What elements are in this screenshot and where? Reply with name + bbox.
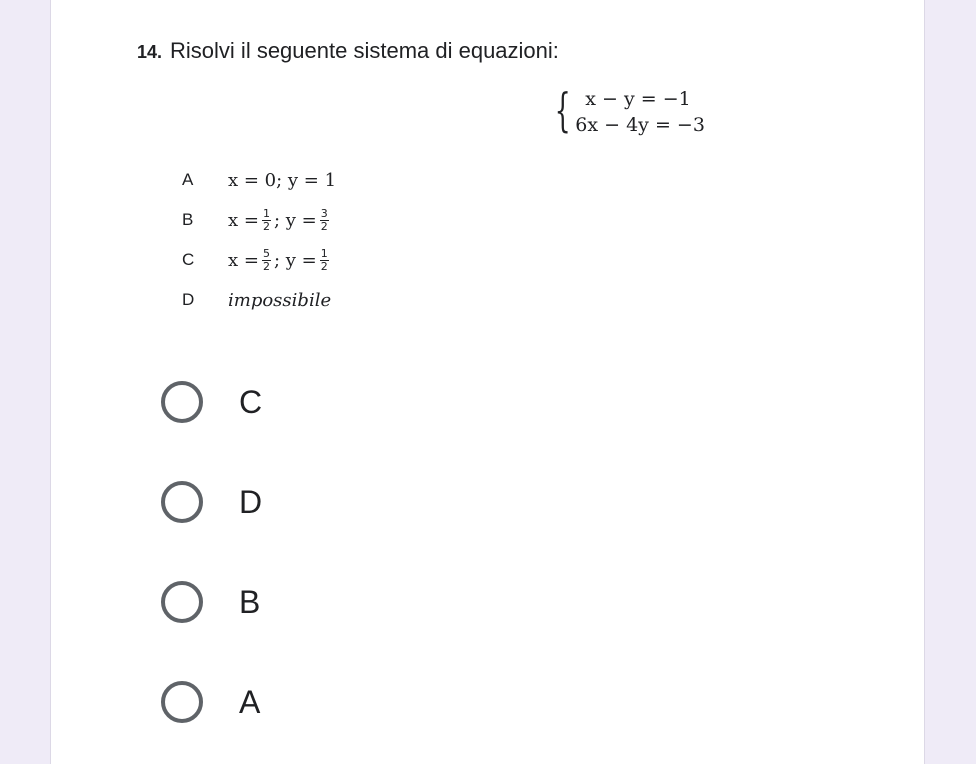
numerator: 5 <box>262 246 270 260</box>
option-d[interactable] <box>161 452 262 552</box>
choice-math <box>228 208 332 233</box>
choice-c <box>179 240 336 280</box>
x-fraction <box>262 248 271 273</box>
option-c[interactable] <box>161 352 262 452</box>
option-label[interactable]: A <box>239 683 261 720</box>
x-prefix: x = <box>228 209 259 231</box>
denominator: 2 <box>320 219 328 233</box>
y-fraction <box>320 208 329 233</box>
option-b[interactable] <box>161 552 262 652</box>
denominator: 2 <box>262 219 270 233</box>
choice-d <box>179 280 336 320</box>
choice-math <box>228 248 332 273</box>
option-label[interactable]: B <box>239 583 261 620</box>
question-title <box>137 38 559 64</box>
choice-a <box>179 160 336 200</box>
equation-1: x − y = −1 <box>585 88 691 110</box>
option-a[interactable] <box>161 652 262 752</box>
choice-text: impossibile <box>228 289 332 311</box>
y-fraction <box>320 248 329 273</box>
y-prefix: ; y = <box>273 249 317 271</box>
radio-button-d[interactable] <box>161 481 203 523</box>
equation-2: 6x − 4y = −3 <box>575 114 705 136</box>
choice-letter: D <box>182 290 195 309</box>
choice-letter: B <box>182 210 194 229</box>
y-prefix: ; y = <box>273 209 317 231</box>
question-text: Risolvi il seguente sistema di equazioni: <box>170 38 559 63</box>
choice-letter: A <box>182 170 194 189</box>
equations <box>575 86 705 138</box>
system-brace: { <box>554 83 571 137</box>
radio-options <box>161 352 262 752</box>
answer-choices-list <box>179 160 336 320</box>
choice-math: x = 0; y = 1 <box>228 169 337 191</box>
denominator: 2 <box>262 259 270 273</box>
option-label[interactable]: C <box>239 383 263 420</box>
choice-b <box>179 200 336 240</box>
x-fraction <box>262 208 271 233</box>
denominator: 2 <box>320 259 328 273</box>
choice-letter: C <box>182 250 195 269</box>
numerator: 3 <box>320 206 328 220</box>
x-prefix: x = <box>228 249 259 271</box>
numerator: 1 <box>320 246 328 260</box>
numerator: 1 <box>262 206 270 220</box>
question-number: 14. <box>137 42 163 62</box>
question-card <box>50 0 925 764</box>
equation-system <box>548 83 705 138</box>
radio-button-a[interactable] <box>161 681 203 723</box>
radio-button-c[interactable] <box>161 381 203 423</box>
option-label[interactable]: D <box>239 483 263 520</box>
radio-button-b[interactable] <box>161 581 203 623</box>
